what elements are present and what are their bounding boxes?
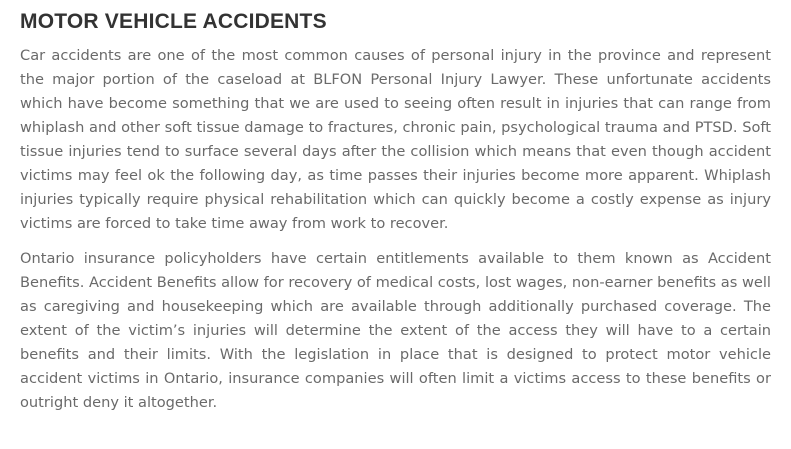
article-paragraph: Ontario insurance policyholders have certain entitlements available to them known as Accident Benefits. Accident Benefits allow for recovery of medical costs, lost wages, non-earner benefits as well as caregiving and housekeeping which are available through additionally purchased coverage. The extent of the victim’s injuries will determine the extent of the access they will have to a certain benefits and their limits. With the legislation in place that is designed to protect motor vehicle accident victims in Ontario, insurance companies will often limit a victims access to these benefits or outright deny it altogether. <box>20 250 771 411</box>
article-paragraph: Car accidents are one of the most common causes of personal injury in the province and represent the major portion of the caseload at BLFON Personal Injury Lawyer. These unfortunate accidents which have become something that we are used to seeing often result in injuries that can range from whiplash and other soft tissue damage to fractures, chronic pain, psychological trauma and PTSD. Soft tissue injuries tend to surface several days after the collision which means that even though accident victims may feel ok the following day, as time passes their injuries become more apparent. Whiplash injuries typically require physical rehabilitation which can quickly become a costly expense as injury victims are forced to take time away from work to recover. <box>20 47 771 232</box>
article-title: MOTOR VEHICLE ACCIDENTS <box>20 10 327 33</box>
